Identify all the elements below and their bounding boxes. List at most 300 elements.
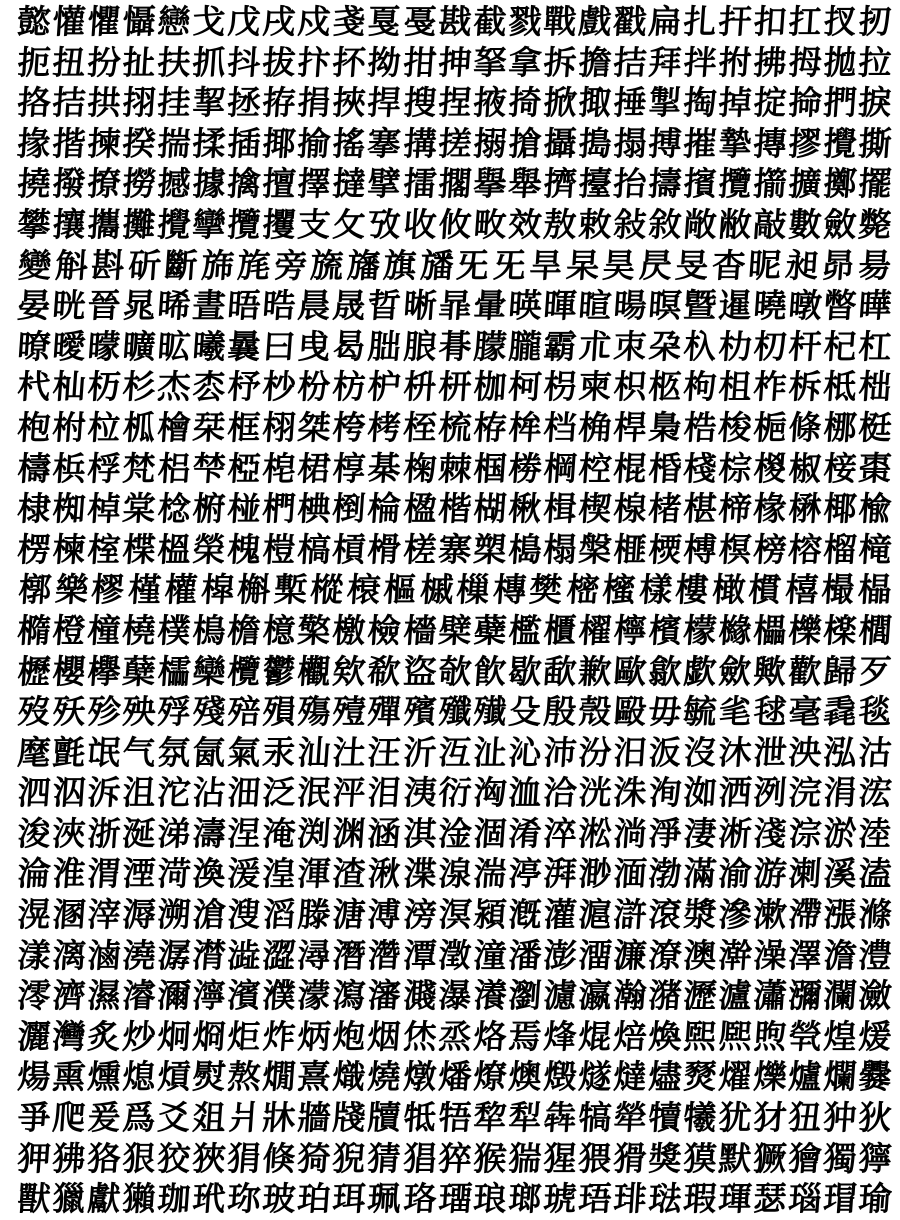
glyph: 榜 xyxy=(752,529,787,569)
glyph: 撈 xyxy=(121,164,157,204)
glyph: 拱 xyxy=(86,83,122,123)
glyph: 瑜 xyxy=(857,1179,892,1219)
glyph: 獺 xyxy=(121,1179,157,1219)
glyph: 瀲 xyxy=(857,976,892,1016)
glyph: 淅 xyxy=(717,813,752,853)
glyph: 搦 xyxy=(471,123,507,163)
glyph: 懼 xyxy=(86,2,122,41)
glyph-row xyxy=(16,936,892,977)
glyph: 棯 xyxy=(156,489,192,529)
glyph: 檢 xyxy=(366,610,402,650)
glyph: 猥 xyxy=(576,1138,612,1178)
glyph: 棹 xyxy=(86,489,122,529)
glyph: 棘 xyxy=(436,448,472,488)
glyph: 燻 xyxy=(86,1057,122,1097)
glyph: 沱 xyxy=(156,773,192,813)
glyph: 掀 xyxy=(541,83,577,123)
glyph: 歔 xyxy=(682,651,717,691)
glyph: 澣 xyxy=(717,935,752,975)
glyph: 樓 xyxy=(673,570,709,610)
glyph: 昴 xyxy=(819,245,855,285)
glyph: 毟 xyxy=(717,692,752,732)
glyph: 檻 xyxy=(506,610,542,650)
glyph: 揆 xyxy=(121,123,157,163)
glyph: 瀛 xyxy=(576,976,612,1016)
glyph: 爭 xyxy=(16,1098,51,1138)
glyph: 戳 xyxy=(612,2,647,41)
glyph: 枴 xyxy=(541,367,577,407)
glyph: 柮 xyxy=(857,367,892,407)
glyph: 炙 xyxy=(86,1016,122,1056)
glyph: 朮 xyxy=(576,326,612,366)
glyph: 琲 xyxy=(612,1179,647,1219)
glyph: 珸 xyxy=(576,1179,612,1219)
glyph: 揉 xyxy=(191,123,227,163)
glyph: 犁 xyxy=(506,1098,542,1138)
glyph: 滄 xyxy=(191,895,227,935)
glyph-row xyxy=(16,976,892,1017)
glyph: 椣 xyxy=(296,489,332,529)
glyph: 濛 xyxy=(296,976,332,1016)
glyph: 暉 xyxy=(541,286,577,326)
glyph: 栲 xyxy=(366,407,402,447)
glyph: 櫞 xyxy=(717,610,752,650)
glyph: 旛 xyxy=(345,245,381,285)
glyph: 檣 xyxy=(401,610,437,650)
glyph: 淇 xyxy=(401,813,437,853)
glyph: 渣 xyxy=(331,854,367,894)
glyph: 杙 xyxy=(16,367,51,407)
glyph: 拌 xyxy=(682,42,717,82)
glyph: 椦 xyxy=(506,448,542,488)
glyph: 攜 xyxy=(86,204,122,244)
glyph: 攣 xyxy=(191,204,227,244)
glyph: 抖 xyxy=(226,42,262,82)
glyph: 橈 xyxy=(121,610,157,650)
glyph: 槎 xyxy=(401,529,437,569)
glyph: 杉 xyxy=(121,367,157,407)
glyph: 畋 xyxy=(471,204,507,244)
glyph: 椁 xyxy=(331,448,367,488)
glyph: 瀑 xyxy=(436,976,472,1016)
glyph-row xyxy=(16,83,892,124)
glyph: 抔 xyxy=(331,42,367,82)
glyph: 牴 xyxy=(401,1098,437,1138)
glyph: 昃 xyxy=(637,245,673,285)
glyph: 捶 xyxy=(612,83,647,123)
glyph: 抻 xyxy=(436,42,472,82)
glyph: 斛 xyxy=(53,245,89,285)
glyph: 枹 xyxy=(16,407,51,447)
glyph: 殼 xyxy=(576,692,612,732)
glyph: 狎 xyxy=(16,1138,51,1178)
glyph: 瑟 xyxy=(752,1179,787,1219)
glyph: 烝 xyxy=(436,1016,472,1056)
glyph-row xyxy=(16,246,892,287)
glyph: 洵 xyxy=(647,773,682,813)
glyph: 撩 xyxy=(86,164,122,204)
glyph: 浚 xyxy=(16,813,51,853)
glyph: 汕 xyxy=(296,732,332,772)
glyph: 涓 xyxy=(822,773,858,813)
glyph: 橙 xyxy=(51,610,86,650)
glyph: 扛 xyxy=(787,2,822,41)
glyph: 獪 xyxy=(787,1138,822,1178)
glyph: 濺 xyxy=(401,976,437,1016)
glyph: 浹 xyxy=(51,813,86,853)
glyph: 猗 xyxy=(296,1138,332,1178)
glyph: 攵 xyxy=(331,204,367,244)
glyph: 攬 xyxy=(226,204,262,244)
glyph: 檐 xyxy=(226,610,262,650)
glyph: 欹 xyxy=(436,651,472,691)
glyph: 淬 xyxy=(541,813,577,853)
glyph: 殱 xyxy=(471,692,507,732)
glyph: 暎 xyxy=(506,286,542,326)
glyph: 掣 xyxy=(647,83,682,123)
glyph: 揣 xyxy=(156,123,192,163)
glyph: 殲 xyxy=(436,692,472,732)
glyph: 獎 xyxy=(647,1138,682,1178)
glyph: 熕 xyxy=(156,1057,192,1097)
glyph: 揀 xyxy=(86,123,122,163)
glyph: 煢 xyxy=(787,1016,822,1056)
glyph: 欟 xyxy=(296,651,332,691)
glyph: 曁 xyxy=(682,286,717,326)
glyph: 楪 xyxy=(121,529,157,569)
glyph: 椥 xyxy=(51,489,86,529)
glyph: 掉 xyxy=(717,83,752,123)
glyph: 汳 xyxy=(647,732,682,772)
glyph: 槲 xyxy=(235,570,271,610)
glyph: 默 xyxy=(717,1138,752,1178)
glyph: 潦 xyxy=(647,935,682,975)
glyph: 滬 xyxy=(576,895,612,935)
glyph: 炸 xyxy=(261,1016,297,1056)
glyph: 樮 xyxy=(647,529,682,569)
glyph: 殫 xyxy=(366,692,402,732)
glyph: 桿 xyxy=(612,407,647,447)
glyph: 暃 xyxy=(436,286,472,326)
glyph: 狄 xyxy=(857,1098,892,1138)
glyph: 槓 xyxy=(331,529,367,569)
glyph: 撥 xyxy=(51,164,86,204)
glyph: 沒 xyxy=(682,732,717,772)
glyph: 扎 xyxy=(682,2,717,41)
glyph: 飮 xyxy=(471,651,507,691)
glyph: 椄 xyxy=(822,448,858,488)
glyph: 歐 xyxy=(612,651,647,691)
glyph: 獏 xyxy=(682,1138,717,1178)
glyph: 擣 xyxy=(647,164,682,204)
glyph: 泪 xyxy=(366,773,402,813)
glyph: 沍 xyxy=(436,732,472,772)
glyph: 桾 xyxy=(296,448,332,488)
glyph: 浣 xyxy=(787,773,822,813)
glyph: 烟 xyxy=(366,1016,402,1056)
glyph: 拮 xyxy=(51,83,86,123)
glyph: 晝 xyxy=(191,286,227,326)
glyph: 溷 xyxy=(51,895,86,935)
glyph: 檄 xyxy=(331,610,367,650)
glyph: 档 xyxy=(541,407,577,447)
glyph: 櫑 xyxy=(752,610,787,650)
glyph: 數 xyxy=(787,204,822,244)
glyph: 鬱 xyxy=(261,651,297,691)
glyph: 挈 xyxy=(191,83,227,123)
glyph: 朏 xyxy=(366,326,402,366)
glyph: 楮 xyxy=(647,489,682,529)
glyph: 澤 xyxy=(787,935,822,975)
glyph: 倏 xyxy=(261,1138,297,1178)
glyph: 敕 xyxy=(576,204,612,244)
glyph: 擒 xyxy=(226,164,262,204)
glyph: 拿 xyxy=(506,42,542,82)
glyph: 朷 xyxy=(752,326,787,366)
glyph: 旡 xyxy=(491,245,527,285)
glyph: 炒 xyxy=(121,1016,157,1056)
glyph: 蘖 xyxy=(121,651,157,691)
glyph: 溽 xyxy=(121,895,157,935)
glyph: 湃 xyxy=(541,854,577,894)
glyph: 游 xyxy=(752,854,787,894)
glyph: 杞 xyxy=(822,326,858,366)
glyph: 栩 xyxy=(261,407,297,447)
glyph: 洶 xyxy=(471,773,507,813)
glyph: 洒 xyxy=(717,773,752,813)
glyph: 煕 xyxy=(682,1016,717,1056)
glyph-row xyxy=(16,205,892,246)
glyph-row xyxy=(16,286,892,327)
glyph: 琥 xyxy=(541,1179,577,1219)
glyph: 漲 xyxy=(822,895,858,935)
glyph: 殪 xyxy=(331,692,367,732)
glyph: 楞 xyxy=(16,529,51,569)
glyph: 拋 xyxy=(822,42,858,82)
glyph: 拮 xyxy=(612,42,647,82)
glyph: 曦 xyxy=(191,326,227,366)
glyph: 搆 xyxy=(401,123,437,163)
glyph: 摧 xyxy=(682,123,717,163)
glyph: 懿 xyxy=(16,2,51,41)
glyph: 枡 xyxy=(401,367,437,407)
glyph-row xyxy=(16,124,892,165)
glyph: 柧 xyxy=(121,407,157,447)
glyph: 朸 xyxy=(717,326,752,366)
glyph: 氓 xyxy=(86,732,122,772)
glyph: 沾 xyxy=(191,773,227,813)
glyph: 汪 xyxy=(366,732,402,772)
glyph-row xyxy=(16,1057,892,1098)
glyph: 歉 xyxy=(576,651,612,691)
glyph: 瀘 xyxy=(717,976,752,1016)
glyph: 煖 xyxy=(857,1016,892,1056)
glyph: 掟 xyxy=(752,83,787,123)
glyph: 攀 xyxy=(16,204,51,244)
glyph: 殯 xyxy=(401,692,437,732)
glyph: 椨 xyxy=(191,489,227,529)
glyph: 戞 xyxy=(401,2,437,41)
glyph: 梍 xyxy=(261,448,297,488)
glyph: 爨 xyxy=(857,1057,892,1097)
glyph: 杰 xyxy=(156,367,192,407)
glyph: 挂 xyxy=(156,83,192,123)
glyph: 衍 xyxy=(436,773,472,813)
glyph: 犹 xyxy=(717,1098,752,1138)
glyph: 燔 xyxy=(436,1057,472,1097)
glyph: 曰 xyxy=(261,326,297,366)
glyph: 瑁 xyxy=(822,1179,858,1219)
glyph-row xyxy=(16,1017,892,1058)
glyph: 柤 xyxy=(717,367,752,407)
glyph: 溪 xyxy=(822,854,858,894)
glyph: 焜 xyxy=(576,1016,612,1056)
glyph: 滷 xyxy=(86,935,122,975)
glyph: 漑 xyxy=(506,895,542,935)
glyph: 櫻 xyxy=(51,651,86,691)
glyph-row xyxy=(16,773,892,814)
glyph: 猾 xyxy=(612,1138,647,1178)
glyph: 灣 xyxy=(51,1016,86,1056)
glyph: 獸 xyxy=(16,1179,51,1219)
glyph: 淦 xyxy=(436,813,472,853)
glyph: 柯 xyxy=(506,367,542,407)
glyph: 牾 xyxy=(436,1098,472,1138)
glyph: 歡 xyxy=(787,651,822,691)
glyph: 旻 xyxy=(673,245,709,285)
glyph: 渾 xyxy=(296,854,332,894)
glyph: 狹 xyxy=(191,1138,227,1178)
glyph: 狒 xyxy=(51,1138,86,1178)
glyph: 撼 xyxy=(156,164,192,204)
glyph: 漾 xyxy=(16,935,51,975)
glyph: 曠 xyxy=(121,326,157,366)
glyph: 潺 xyxy=(156,935,192,975)
glyph: 敝 xyxy=(717,204,752,244)
glyph: 搗 xyxy=(576,123,612,163)
glyph: 椽 xyxy=(752,489,787,529)
glyph: 滕 xyxy=(296,895,332,935)
glyph: 樢 xyxy=(191,610,227,650)
glyph: 榠 xyxy=(717,529,752,569)
glyph: 截 xyxy=(471,2,507,41)
glyph: 桎 xyxy=(401,407,437,447)
glyph: 漱 xyxy=(752,895,787,935)
glyph: 瀚 xyxy=(612,976,647,1016)
glyph: 爍 xyxy=(752,1057,787,1097)
glyph: 淞 xyxy=(576,813,612,853)
glyph: 燵 xyxy=(612,1057,647,1097)
glyph: 濳 xyxy=(366,935,402,975)
glyph: 歸 xyxy=(822,651,858,691)
glyph: 樒 xyxy=(564,570,600,610)
glyph: 拵 xyxy=(261,83,297,123)
glyph: 棊 xyxy=(366,448,402,488)
glyph: 樌 xyxy=(746,570,782,610)
glyph: 橦 xyxy=(86,610,122,650)
glyph: 梟 xyxy=(647,407,682,447)
glyph: 效 xyxy=(506,204,542,244)
glyph: 濮 xyxy=(261,976,297,1016)
glyph: 戈 xyxy=(191,2,227,41)
glyph: 枩 xyxy=(191,367,227,407)
glyph-row xyxy=(16,611,892,652)
glyph: 淙 xyxy=(787,813,822,853)
glyph-row xyxy=(16,1139,892,1180)
glyph: 潯 xyxy=(296,935,332,975)
glyph: 滔 xyxy=(261,895,297,935)
glyph: 濾 xyxy=(541,976,577,1016)
glyph: 挾 xyxy=(331,83,367,123)
glyph: 瀝 xyxy=(682,976,717,1016)
glyph: 涅 xyxy=(226,813,262,853)
glyph: 澆 xyxy=(121,935,157,975)
glyph: 朶 xyxy=(647,326,682,366)
glyph: 歃 xyxy=(541,651,577,691)
glyph: 歙 xyxy=(647,651,682,691)
glyph: 搨 xyxy=(612,123,647,163)
glyph: 泱 xyxy=(787,732,822,772)
glyph: 猴 xyxy=(471,1138,507,1178)
glyph: 犧 xyxy=(682,1098,717,1138)
glyph: 捍 xyxy=(366,83,402,123)
glyph: 渭 xyxy=(86,854,122,894)
glyph: 旡 xyxy=(454,245,490,285)
glyph: 朞 xyxy=(436,326,472,366)
glyph: 猩 xyxy=(541,1138,577,1178)
glyph: 沂 xyxy=(401,732,437,772)
glyph: 槫 xyxy=(491,570,527,610)
glyph: 灌 xyxy=(541,895,577,935)
glyph: 淕 xyxy=(857,813,892,853)
glyph: 珀 xyxy=(296,1179,332,1219)
glyph: 擱 xyxy=(436,164,472,204)
glyph: 攘 xyxy=(51,204,86,244)
glyph: 浙 xyxy=(86,813,122,853)
glyph: 淺 xyxy=(752,813,787,853)
glyph: 栫 xyxy=(471,407,507,447)
glyph-row xyxy=(16,2,892,43)
glyph: 掖 xyxy=(471,83,507,123)
glyph: 揄 xyxy=(296,123,332,163)
glyph: 欸 xyxy=(331,651,367,691)
glyph: 椰 xyxy=(822,489,858,529)
glyph: 櫃 xyxy=(541,610,577,650)
glyph: 旒 xyxy=(308,245,344,285)
glyph-row xyxy=(16,164,892,205)
glyph: 殍 xyxy=(156,692,192,732)
glyph: 戀 xyxy=(156,2,192,41)
glyph: 榿 xyxy=(261,529,297,569)
glyph: 敖 xyxy=(541,204,577,244)
glyph: 攝 xyxy=(541,123,577,163)
glyph: 昶 xyxy=(783,245,819,285)
glyph: 熾 xyxy=(331,1057,367,1097)
glyph: 戔 xyxy=(331,2,367,41)
glyph: 梛 xyxy=(822,407,858,447)
glyph: 桀 xyxy=(296,407,332,447)
glyph: 拂 xyxy=(752,42,787,82)
glyph: 溯 xyxy=(156,895,192,935)
glyph: 沺 xyxy=(226,773,262,813)
glyph: 椢 xyxy=(471,448,507,488)
glyph: 搴 xyxy=(366,123,402,163)
glyph: 犒 xyxy=(576,1098,612,1138)
glyph: 晉 xyxy=(86,286,122,326)
glyph: 攪 xyxy=(822,123,858,163)
glyph: 椚 xyxy=(261,489,297,529)
glyph: 欅 xyxy=(86,651,122,691)
